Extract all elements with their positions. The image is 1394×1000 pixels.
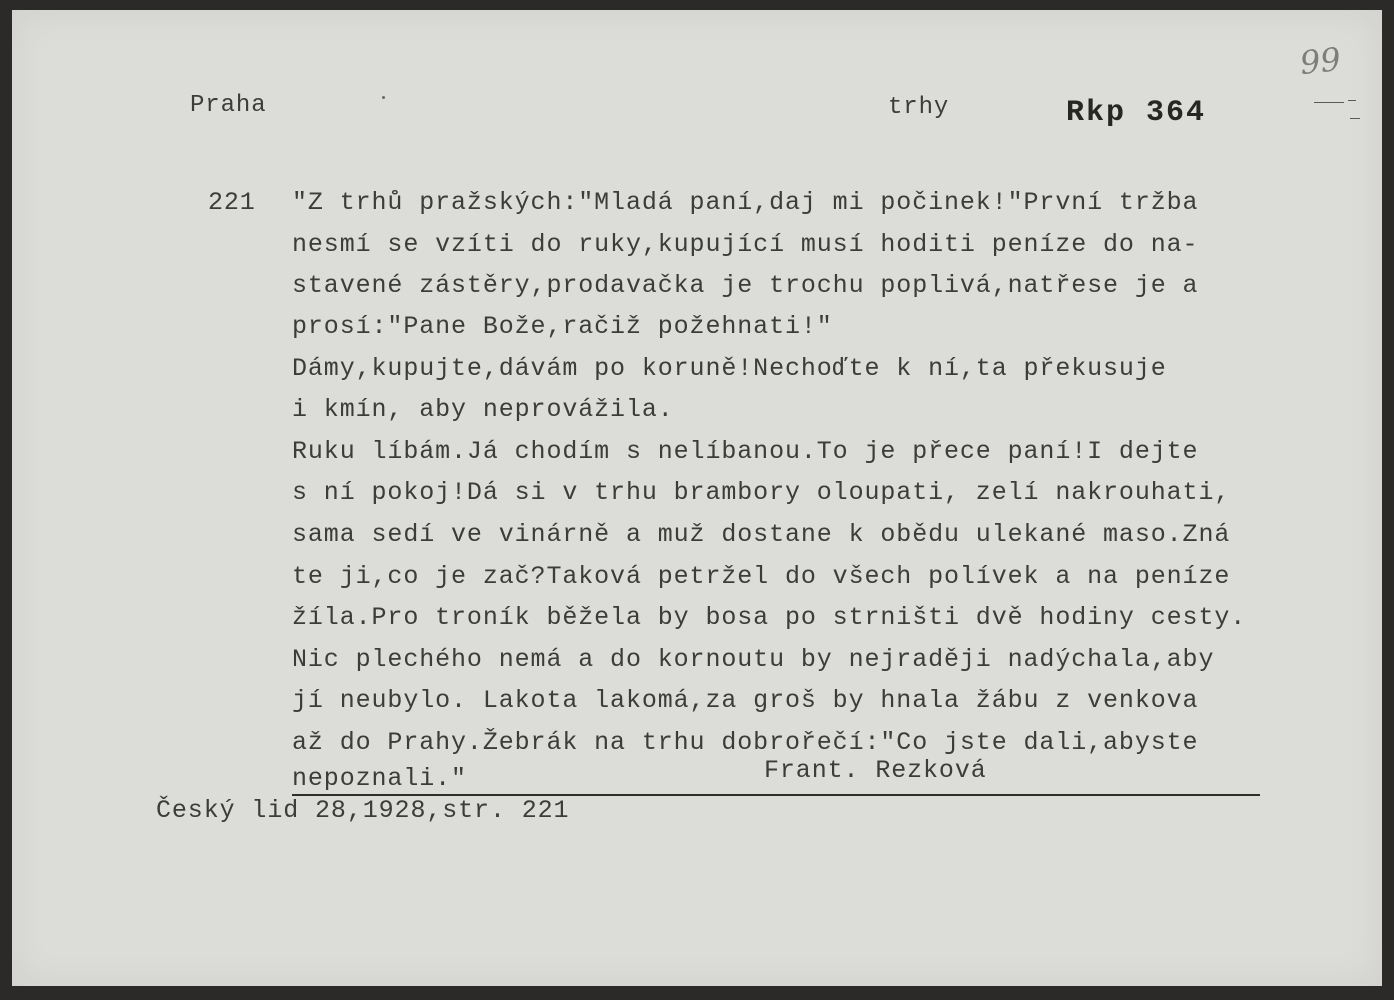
text-line: žíla.Pro troník běžela by bosa po strništi dvě hodiny cesty. [292, 603, 1247, 632]
text-line: sama sedí ve vinárně a muž dostane k obědu ulekané maso.Zná [292, 520, 1231, 549]
text-line: Dámy,kupujte,dávám po koruně!Nechoďte k ní,ta překusuje [292, 354, 1167, 383]
pencil-dash-mark [1312, 98, 1362, 138]
source-citation: Český lid 28,1928,str. 221 [156, 796, 570, 825]
text-line: nesmí se vzíti do ruky,kupující musí hoditi peníze do na- [292, 230, 1199, 259]
text-line: jí neubylo. Lakota lakomá,za groš by hnala žábu z venkova [292, 686, 1199, 715]
page-number: 99 [1298, 39, 1343, 83]
manuscript-signature: Rkp 364 [1066, 96, 1207, 130]
place-heading: Praha [190, 92, 267, 119]
entry-number: 221 [208, 188, 256, 217]
text-line: i kmín, aby neprovážila. [292, 395, 674, 424]
text-line: prosí:"Pane Bože,račiž požehnati!" [292, 312, 833, 341]
text-line: až do Prahy.Žebrák na trhu dobrořečí:"Co jste dali,abyste [292, 728, 1199, 757]
archive-card [12, 10, 1382, 986]
text-line: "Z trhů pražských:"Mladá paní,daj mi počinek!"První tržba [292, 188, 1199, 217]
author-name: Frant. Rezková [764, 756, 987, 785]
subject-heading: trhy [888, 94, 950, 121]
text-line: nepoznali." [292, 764, 467, 793]
text-line: s ní pokoj!Dá si v trhu brambory oloupati, zelí nakrouhati, [292, 478, 1231, 507]
paper-speck [382, 96, 385, 99]
text-line: Ruku líbám.Já chodím s nelíbanou.To je přece paní!I dejte [292, 437, 1199, 466]
text-line: stavené zástěry,prodavačka je trochu poplivá,natřese je a [292, 271, 1199, 300]
text-line: Nic plechého nemá a do kornoutu by nejraději nadýchala,aby [292, 645, 1215, 674]
text-line: te ji,co je zač?Taková petržel do všech polívek a na peníze [292, 562, 1231, 591]
